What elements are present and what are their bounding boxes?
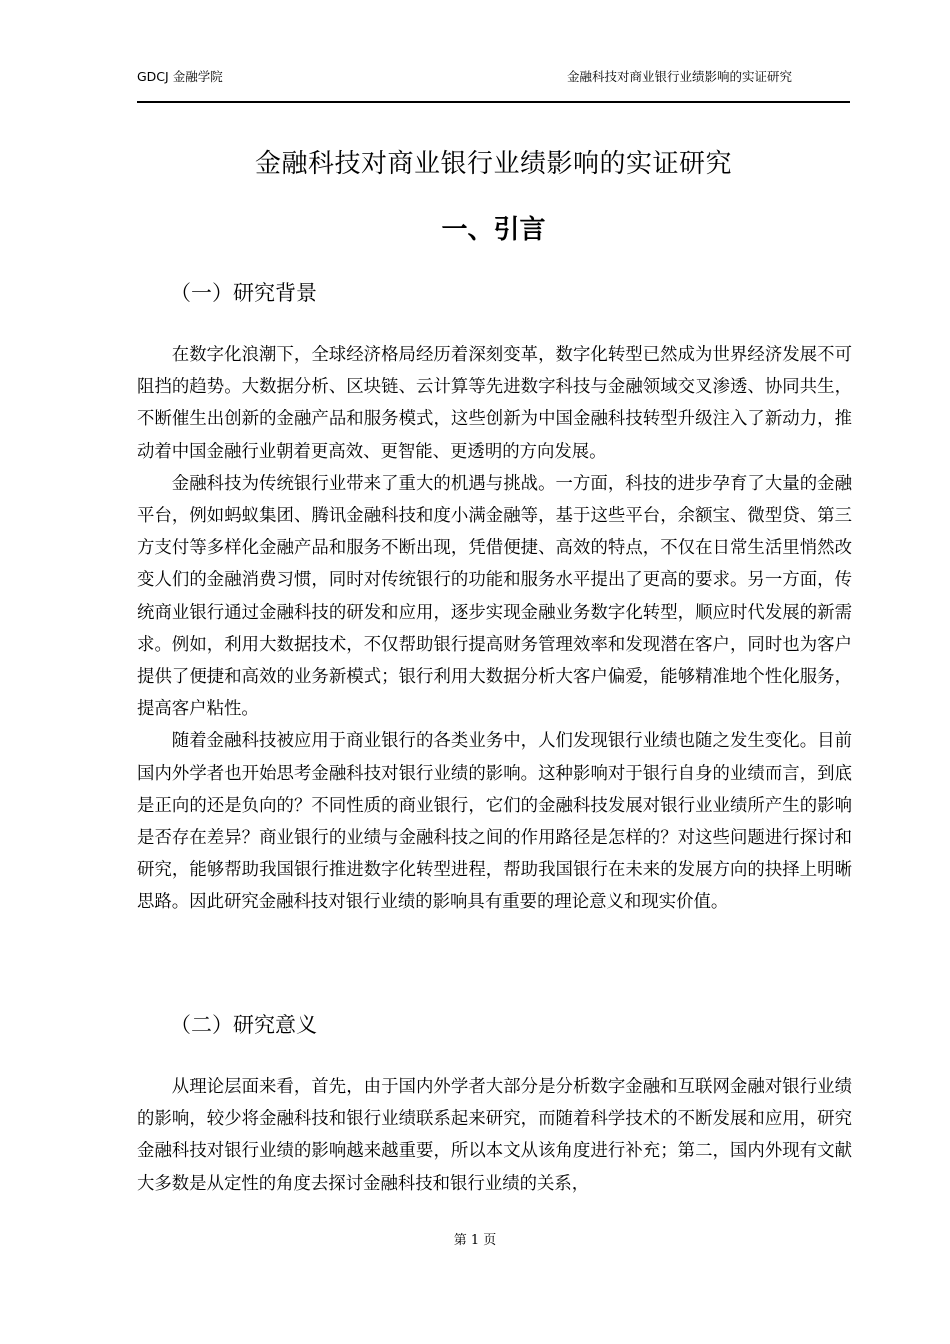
document-title: 金融科技对商业银行业绩影响的实证研究 [254,149,732,179]
page-header [137,68,850,90]
page-number: 第 1 页 [453,1233,497,1248]
chapter-heading: 一、引言 [441,215,546,245]
section-heading-background: （一）研究背景 [170,281,317,305]
paragraph: 随着金融科技被应用于商业银行的各类业务中，人们发现银行业绩也随之发生变化。目前国内外学者也开始思考金融科技对银行业绩的影响。这种影响对于银行自身的业绩而言，到底是正向的还是负向的？不同性质的商业银行，它们的金融科技发展对银行业业绩所产生的影响是否存在差异？商业银行的业绩与金融科技之间的作用路径是怎样的？对这些问题进行探讨和研究，能够帮助我国银行推进数字化转型进程，帮助我国银行在未来的发展方向的抉择上明晰思路。因此研究金融科技对银行业绩的影响具有重要的理论意义和现实价值。 [137,731,852,913]
section-heading-significance: （二）研究意义 [170,1013,317,1037]
paragraph: 金融科技为传统银行业带来了重大的机遇与挑战。一方面，科技的进步孕育了大量的金融平台，例如蚂蚁集团、腾讯金融科技和度小满金融等，基于这些平台，余额宝、微型贷、第三方支付等多样化金融产品和服务不断出现，凭借便捷、高效的特点，不仅在日常生活里悄然改变人们的金融消费习惯，同时对传统银行的功能和服务水平提出了更高的要求。另一方面，传统商业银行通过金融科技的研发和应用，逐步实现金融业务数字化转型，顺应时代发展的新需求。例如，利用大数据技术，不仅帮助银行提高财务管理效率和发现潜在客户，同时也为客户提供了便捷和高效的业务新模式；银行利用大数据分析大客户偏爱，能够精准地个性化服务，提高客户粘性。 [137,473,852,720]
paragraph: 在数字化浪潮下，全球经济格局经历着深刻变革，数字化转型已然成为世界经济发展不可阻挡的趋势。大数据分析、区块链、云计算等先进数字科技与金融领域交叉渗透、协同共生，不断催生出创新的金融产品和服务模式，这些创新为中国金融科技转型升级注入了新动力，推动着中国金融行业朝着更高效、更智能、更透明的方向发展。 [137,345,852,462]
header-running-title: 金融科技对商业银行业绩影响的实证研究 [566,69,792,84]
section-body-background [137,339,852,919]
section-body-significance [137,1071,852,1200]
header-school: GDCJ 金融学院 [137,69,223,84]
paragraph: 从理论层面来看，首先，由于国内外学者大部分是分析数字金融和互联网金融对银行业绩的影响，较少将金融科技和银行业绩联系起来研究，而随着科学技术的不断发展和应用，研究金融科技对银行业绩的影响越来越重要，所以本文从该角度进行补充；第二，国内外现有文献大多数是从定性的角度去探讨金融科技和银行业绩的关系， [137,1077,852,1194]
header-divider [137,101,850,103]
